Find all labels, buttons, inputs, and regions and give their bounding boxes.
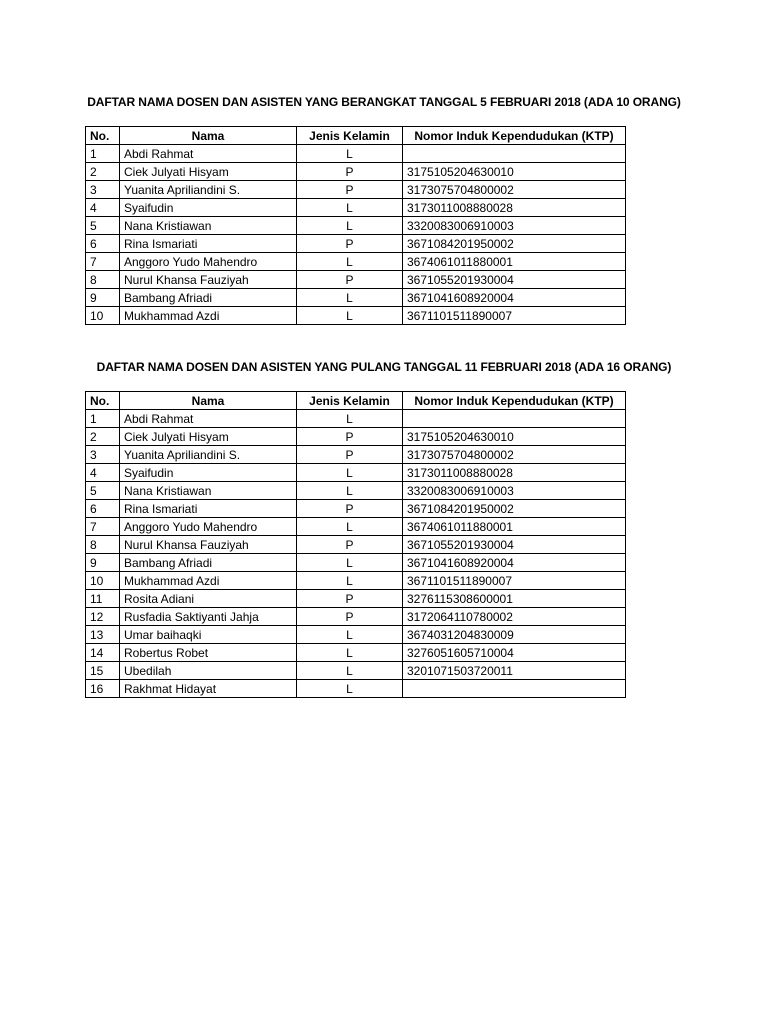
cell-ktp: 3671101511890007 xyxy=(403,572,626,590)
cell-nama: Abdi Rahmat xyxy=(120,410,297,428)
cell-jenis-kelamin: P xyxy=(297,428,403,446)
cell-nama: Rosita Adiani xyxy=(120,590,297,608)
cell-ktp: 3175105204630010 xyxy=(403,163,626,181)
cell-ktp: 3175105204630010 xyxy=(403,428,626,446)
cell-jenis-kelamin: P xyxy=(297,163,403,181)
cell-jenis-kelamin: P xyxy=(297,608,403,626)
table-row xyxy=(86,680,626,698)
header-ktp: Nomor Induk Kependudukan (KTP) xyxy=(403,392,626,410)
cell-nama: Ciek Julyati Hisyam xyxy=(120,428,297,446)
cell-ktp: 3671101511890007 xyxy=(403,307,626,325)
cell-ktp xyxy=(403,680,626,698)
cell-nama: Nana Kristiawan xyxy=(120,482,297,500)
cell-no: 7 xyxy=(86,253,120,271)
cell-no: 4 xyxy=(86,464,120,482)
table-row xyxy=(86,572,626,590)
cell-jenis-kelamin: L xyxy=(297,572,403,590)
cell-jenis-kelamin: L xyxy=(297,464,403,482)
cell-jenis-kelamin: P xyxy=(297,181,403,199)
cell-nama: Syaifudin xyxy=(120,464,297,482)
table-header-row xyxy=(86,127,626,145)
cell-ktp: 3671041608920004 xyxy=(403,554,626,572)
return-table xyxy=(85,391,626,698)
cell-ktp: 3276115308600001 xyxy=(403,590,626,608)
cell-jenis-kelamin: L xyxy=(297,482,403,500)
cell-jenis-kelamin: L xyxy=(297,626,403,644)
cell-jenis-kelamin: L xyxy=(297,199,403,217)
cell-no: 10 xyxy=(86,307,120,325)
cell-jenis-kelamin: P xyxy=(297,590,403,608)
cell-jenis-kelamin: L xyxy=(297,662,403,680)
table-row xyxy=(86,536,626,554)
cell-ktp: 3276051605710004 xyxy=(403,644,626,662)
table-row xyxy=(86,446,626,464)
cell-ktp: 3173011008880028 xyxy=(403,199,626,217)
table-row xyxy=(86,271,626,289)
cell-ktp: 3671041608920004 xyxy=(403,289,626,307)
table-row xyxy=(86,289,626,307)
cell-no: 10 xyxy=(86,572,120,590)
header-ktp: Nomor Induk Kependudukan (KTP) xyxy=(403,127,626,145)
table-row xyxy=(86,199,626,217)
cell-nama: Bambang Afriadi xyxy=(120,289,297,307)
table-row xyxy=(86,181,626,199)
cell-jenis-kelamin: P xyxy=(297,446,403,464)
cell-jenis-kelamin: L xyxy=(297,307,403,325)
cell-no: 5 xyxy=(86,217,120,235)
cell-nama: Mukhammad Azdi xyxy=(120,572,297,590)
header-no: No. xyxy=(86,127,120,145)
table-row xyxy=(86,554,626,572)
cell-ktp: 3671084201950002 xyxy=(403,235,626,253)
cell-no: 2 xyxy=(86,428,120,446)
cell-nama: Rina Ismariati xyxy=(120,500,297,518)
cell-ktp: 3172064110780002 xyxy=(403,608,626,626)
header-jenis-kelamin: Jenis Kelamin xyxy=(297,127,403,145)
cell-no: 11 xyxy=(86,590,120,608)
cell-nama: Ubedilah xyxy=(120,662,297,680)
cell-no: 1 xyxy=(86,410,120,428)
cell-no: 7 xyxy=(86,518,120,536)
cell-no: 9 xyxy=(86,554,120,572)
cell-no: 16 xyxy=(86,680,120,698)
return-list-title: DAFTAR NAMA DOSEN DAN ASISTEN YANG PULANG TANGGAL 11 FEBRUARI 2018 (ADA 16 ORANG) xyxy=(96,360,672,374)
table-row xyxy=(86,500,626,518)
table-row xyxy=(86,608,626,626)
header-nama: Nama xyxy=(120,392,297,410)
cell-jenis-kelamin: P xyxy=(297,235,403,253)
cell-nama: Rina Ismariati xyxy=(120,235,297,253)
cell-jenis-kelamin: P xyxy=(297,271,403,289)
cell-nama: Anggoro Yudo Mahendro xyxy=(120,518,297,536)
cell-jenis-kelamin: L xyxy=(297,680,403,698)
cell-ktp: 3674061011880001 xyxy=(403,253,626,271)
cell-no: 8 xyxy=(86,536,120,554)
cell-no: 8 xyxy=(86,271,120,289)
cell-no: 3 xyxy=(86,446,120,464)
cell-no: 9 xyxy=(86,289,120,307)
table-row xyxy=(86,626,626,644)
table-row xyxy=(86,253,626,271)
cell-ktp: 3671055201930004 xyxy=(403,271,626,289)
cell-jenis-kelamin: L xyxy=(297,253,403,271)
cell-jenis-kelamin: L xyxy=(297,145,403,163)
table-row xyxy=(86,145,626,163)
cell-nama: Nurul Khansa Fauziyah xyxy=(120,536,297,554)
table-row xyxy=(86,410,626,428)
cell-ktp: 3320083006910003 xyxy=(403,217,626,235)
cell-ktp: 3320083006910003 xyxy=(403,482,626,500)
table-row xyxy=(86,217,626,235)
cell-nama: Anggoro Yudo Mahendro xyxy=(120,253,297,271)
departure-list-title: DAFTAR NAMA DOSEN DAN ASISTEN YANG BERANGKAT TANGGAL 5 FEBRUARI 2018 (ADA 10 ORANG) xyxy=(87,95,681,109)
cell-nama: Mukhammad Azdi xyxy=(120,307,297,325)
table-header-row xyxy=(86,392,626,410)
cell-jenis-kelamin: L xyxy=(297,554,403,572)
table-row xyxy=(86,644,626,662)
table-row xyxy=(86,482,626,500)
table-row xyxy=(86,518,626,536)
table-row xyxy=(86,662,626,680)
cell-nama: Bambang Afriadi xyxy=(120,554,297,572)
cell-ktp xyxy=(403,410,626,428)
cell-ktp: 3671084201950002 xyxy=(403,500,626,518)
cell-ktp: 3201071503720011 xyxy=(403,662,626,680)
table-row xyxy=(86,590,626,608)
cell-nama: Yuanita Apriliandini S. xyxy=(120,446,297,464)
cell-ktp: 3674031204830009 xyxy=(403,626,626,644)
cell-nama: Robertus Robet xyxy=(120,644,297,662)
table-row xyxy=(86,163,626,181)
cell-no: 5 xyxy=(86,482,120,500)
cell-ktp: 3674061011880001 xyxy=(403,518,626,536)
cell-no: 3 xyxy=(86,181,120,199)
cell-no: 14 xyxy=(86,644,120,662)
cell-nama: Abdi Rahmat xyxy=(120,145,297,163)
cell-jenis-kelamin: L xyxy=(297,644,403,662)
cell-nama: Yuanita Apriliandini S. xyxy=(120,181,297,199)
cell-no: 6 xyxy=(86,500,120,518)
cell-jenis-kelamin: P xyxy=(297,536,403,554)
cell-nama: Ciek Julyati Hisyam xyxy=(120,163,297,181)
cell-no: 15 xyxy=(86,662,120,680)
cell-ktp: 3173011008880028 xyxy=(403,464,626,482)
cell-ktp xyxy=(403,145,626,163)
departure-table xyxy=(85,126,626,325)
cell-nama: Rusfadia Saktiyanti Jahja xyxy=(120,608,297,626)
header-no: No. xyxy=(86,392,120,410)
cell-jenis-kelamin: L xyxy=(297,518,403,536)
cell-nama: Syaifudin xyxy=(120,199,297,217)
cell-no: 13 xyxy=(86,626,120,644)
cell-nama: Rakhmat Hidayat xyxy=(120,680,297,698)
table-row xyxy=(86,235,626,253)
cell-ktp: 3173075704800002 xyxy=(403,446,626,464)
table-row xyxy=(86,464,626,482)
cell-jenis-kelamin: L xyxy=(297,217,403,235)
cell-nama: Nana Kristiawan xyxy=(120,217,297,235)
cell-ktp: 3671055201930004 xyxy=(403,536,626,554)
cell-no: 2 xyxy=(86,163,120,181)
cell-no: 12 xyxy=(86,608,120,626)
cell-no: 4 xyxy=(86,199,120,217)
cell-nama: Nurul Khansa Fauziyah xyxy=(120,271,297,289)
cell-no: 1 xyxy=(86,145,120,163)
cell-ktp: 3173075704800002 xyxy=(403,181,626,199)
table-row xyxy=(86,307,626,325)
cell-jenis-kelamin: L xyxy=(297,410,403,428)
cell-nama: Umar baihaqki xyxy=(120,626,297,644)
cell-no: 6 xyxy=(86,235,120,253)
table-row xyxy=(86,428,626,446)
cell-jenis-kelamin: L xyxy=(297,289,403,307)
cell-jenis-kelamin: P xyxy=(297,500,403,518)
header-jenis-kelamin: Jenis Kelamin xyxy=(297,392,403,410)
header-nama: Nama xyxy=(120,127,297,145)
